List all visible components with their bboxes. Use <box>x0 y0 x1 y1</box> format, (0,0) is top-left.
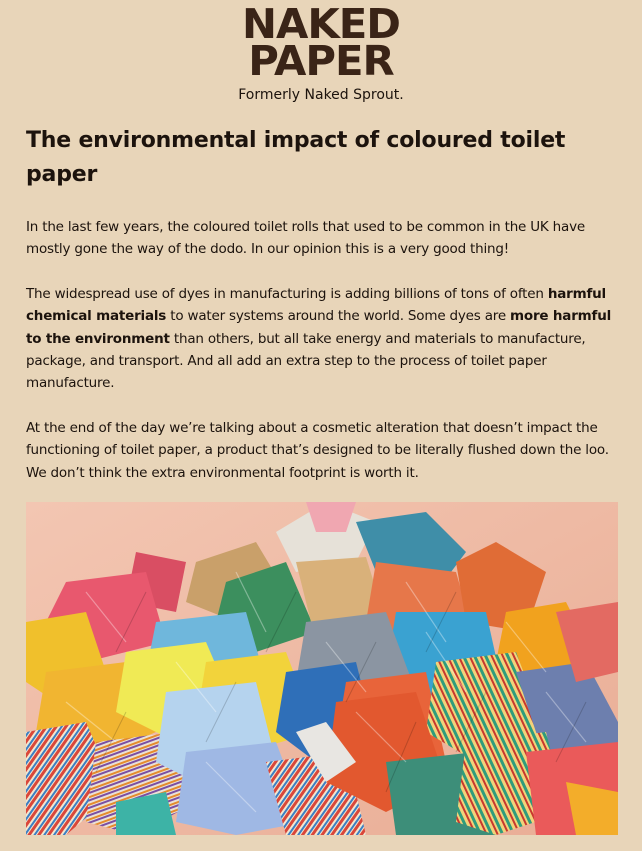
brand-tagline: Formerly Naked Sprout. <box>238 87 404 103</box>
brand-logo[interactable] <box>0 0 642 104</box>
article-paragraph-1: In the last few years, the coloured toilet rolls that used to be common in the UK have mostly gone the way of the dodo. In our opinion this is a very good thing! <box>26 219 585 258</box>
p2-bold-harmful-chemical: harmful chemical materials <box>26 285 606 325</box>
hero-image-crumpled-coloured-paper <box>26 502 618 835</box>
article-paragraph-3: At the end of the day we’re talking about a cosmetic alteration that doesn’t impact the functioning of toilet paper, a product that’s designed to be literally flushed down the loo. We don’t think the extra environmental footprint is worth it. <box>26 419 609 481</box>
p2-text-e: than others, but all take energy and materials to manufacture, package, and transport. And all add an extra step to the process of toilet paper manufacture. <box>26 330 586 392</box>
article-paragraph-2 <box>26 283 616 395</box>
logo-line-paper: PAPER <box>248 37 394 85</box>
crumpled-paper-illustration <box>26 502 618 835</box>
p2-text-a: The widespread use of dyes in manufacturing is adding billions of tons of often <box>26 285 548 302</box>
logo-line-naked: NAKED <box>242 0 400 48</box>
article-title: The environmental impact of coloured toilet paper <box>26 128 566 187</box>
p2-text-c: to water systems around the world. Some dyes are <box>166 308 511 325</box>
article <box>26 124 616 484</box>
p2-bold-more-harmful: more harmful to the environment <box>26 308 612 347</box>
